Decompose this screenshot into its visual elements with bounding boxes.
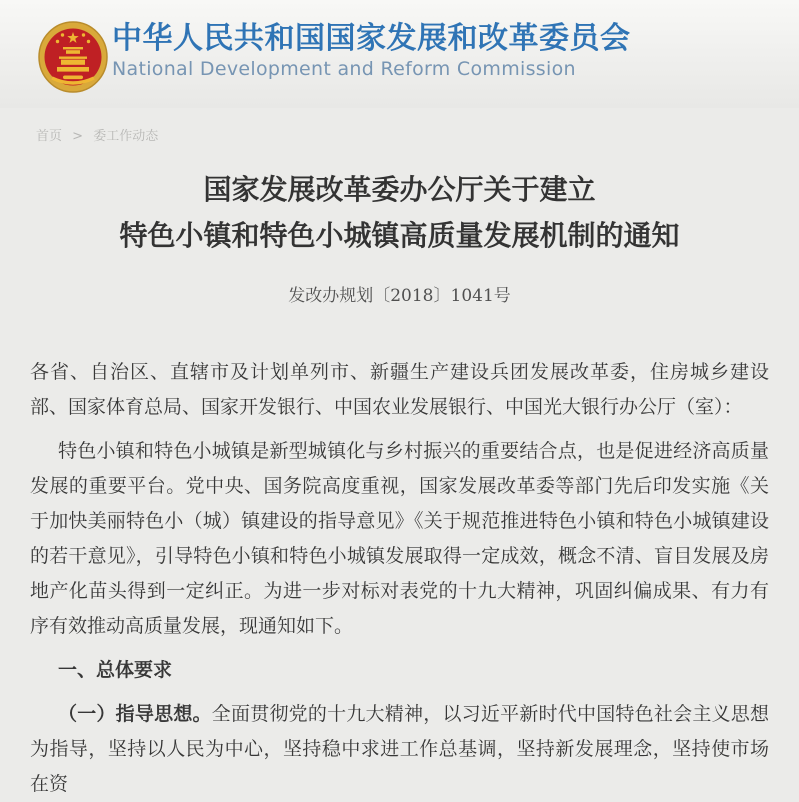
china-national-emblem-icon [37,20,109,96]
document-title-line2: 特色小镇和特色小城镇高质量发展机制的通知 [119,219,680,252]
body-paragraph [30,653,769,688]
article [0,167,799,802]
article-body [30,355,769,802]
breadcrumb-home-link[interactable]: 首页 [36,129,63,144]
site-title-block [112,22,631,80]
body-paragraph [30,697,769,802]
paragraph-lead: （一）指导思想。 [58,703,212,725]
paragraph-text: 各省、自治区、直辖市及计划单列市、新疆生产建设兵团发展改革委，住房城乡建设部、国家体育总局、国家开发银行、中国农业发展银行、中国光大银行办公厅（室）： [30,361,769,418]
org-name-en: National Development and Reform Commission [112,58,576,80]
breadcrumb-current-link[interactable]: 委工作动态 [93,129,159,144]
paragraph-text: 特色小镇和特色小城镇是新型城镇化与乡村振兴的重要结合点，也是促进经济高质量发展的重要平台。党中央、国务院高度重视，国家发展改革委等部门先后印发实施《关于加快美丽特色小（城）镇建设的指导意见》《关于规范推进特色小镇和特色小城镇建设的若干意见》，引导特色小镇和特色小城镇发展取得一定成效，概念不清、盲目发展及房地产化苗头得到一定纠正。为进一步对标对表党的十九大精神，巩固纠偏成果、有力有序有效推动高质量发展，现通知如下。 [30,440,769,637]
site-header [0,0,799,108]
breadcrumb-separator: > [72,129,84,144]
document-number: 发改办规划〔2018〕1041号 [288,286,511,306]
document-title [30,167,769,259]
paragraph-text: 全面贯彻党的十九大精神，以习近平新时代中国特色社会主义思想为指导，坚持以人民为中心，坚持稳中求进工作总基调，坚持新发展理念，坚持使市场在资 [30,703,769,795]
org-name-zh: 中华人民共和国国家发展和改革委员会 [112,21,631,56]
paragraph-lead: 一、总体要求 [58,659,173,681]
body-paragraph [30,355,769,425]
body-paragraph [30,434,769,644]
document-title-line1: 国家发展改革委办公厅关于建立 [203,173,596,206]
breadcrumb [0,108,799,146]
